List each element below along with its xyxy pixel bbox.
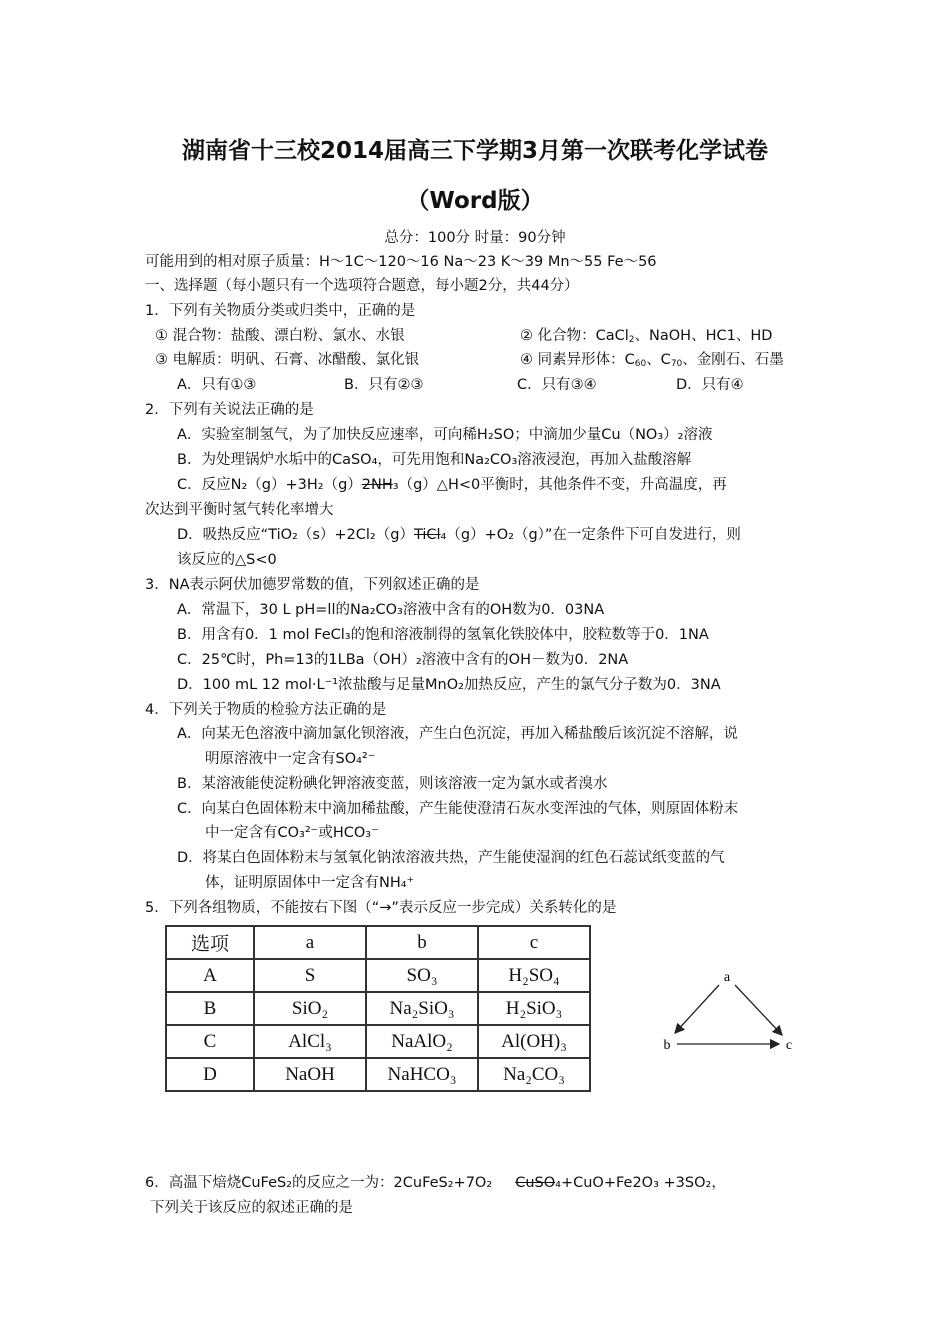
q3-option-a: A．常温下，30 L pH=ll的Na₂CO₃溶液中含有的OH数为0．03NA	[177, 602, 605, 618]
arrow-a-to-c	[735, 985, 782, 1035]
q3-option-c: C．25℃时，Ph=13的1LBa（OH）₂溶液中含有的OH－数为0．2NA	[177, 652, 629, 668]
table-cell: Al(OH)₃	[478, 1025, 590, 1058]
q1-option-c: C．只有③④	[517, 377, 597, 393]
q1-option-d: D．只有④	[676, 377, 744, 393]
table-header-cell: 选项	[166, 926, 254, 959]
q5-options-table	[165, 925, 591, 1092]
q4-option-a: A．向某无色溶液中滴加氯化钡溶液，产生白色沉淀，再加入稀盐酸后该沉淀不溶解，说	[177, 726, 738, 742]
table-header-cell: a	[254, 926, 366, 959]
q6-stem: 6．高温下焙烧CuFeS₂的反应之一为：2CuFeS₂+7O₂ CuSO₄+CuO+Fe2O₃ +3SO₂，	[145, 1175, 726, 1191]
q3-stem: 3．NA表示阿伏加德罗常数的值，下列叙述正确的是	[145, 577, 480, 593]
q1-stem: 1．下列有关物质分类或归类中，正确的是	[145, 303, 416, 319]
exam-meta: 总分：100分 时量：90分钟	[384, 230, 566, 246]
table-cell: SO₃	[366, 959, 478, 992]
q2-stem: 2．下列有关说法正确的是	[145, 402, 314, 418]
q2-option-c: C．反应N₂（g）+3H₂（g）2NH₃（g）△H<0平衡时，其他条件不变，升高温度，再	[177, 477, 727, 493]
q4-option-d-cont: 体，证明原固体中一定含有NH₄⁺	[205, 875, 415, 891]
table-cell: H₂SO₄	[478, 959, 590, 992]
table-header-cell: b	[366, 926, 478, 959]
table-row	[166, 1025, 590, 1058]
q1-item3: ③ 电解质：明矾、石膏、冰醋酸、氯化银	[155, 352, 420, 368]
q3-option-b: B．用含有0．1 mol FeCl₃的饱和溶液制得的氢氧化铁胶体中，胶粒数等于0．1NA	[177, 627, 709, 643]
table-cell: D	[166, 1058, 254, 1091]
q1-option-a: A．只有①③	[177, 377, 257, 393]
node-b: b	[663, 1038, 671, 1053]
q2-option-a: A．实验室制氢气，为了加快反应速率，可向稀H₂SO；中滴加少量Cu（NO₃）₂溶液	[177, 427, 713, 443]
table-cell: H₂SiO₃	[478, 992, 590, 1025]
table-row	[166, 959, 590, 992]
q2-option-d: D．吸热反应“TiO₂（s）+2Cl₂（g）TiCl₄（g）+O₂（g）”在一定条件下可自发进行，则	[177, 527, 741, 543]
q5-stem: 5．下列各组物质，不能按右下图（“→”表示反应一步完成）关系转化的是	[145, 900, 617, 916]
table-cell: A	[166, 959, 254, 992]
table-cell: NaAlO₂	[366, 1025, 478, 1058]
q1-item1: ① 混合物：盐酸、漂白粉、氯水、水银	[155, 328, 405, 344]
q4-option-b: B．某溶液能使淀粉碘化钾溶液变蓝，则该溶液一定为氯水或者溴水	[177, 776, 608, 792]
title-line1: 湖南省十三校2014届高三下学期3月第一次联考化学试卷	[181, 138, 769, 164]
table-cell: C	[166, 1025, 254, 1058]
q2-option-b: B．为处理锅炉水垢中的CaSO₄，可先用饱和Na₂CO₃溶液浸泡，再加入盐酸溶解	[177, 452, 692, 468]
q4-option-c-cont: 中一定含有CO₃²⁻或HCO₃⁻	[205, 825, 379, 841]
q1-option-b: B．只有②③	[344, 377, 424, 393]
node-c: c	[785, 1038, 793, 1053]
table-cell: Na₂CO₃	[478, 1058, 590, 1091]
q2-option-c-cont: 次达到平衡时氢气转化率增大	[145, 502, 334, 518]
table-cell: Na₂SiO₃	[366, 992, 478, 1025]
q6-stem-cont: 下列关于该反应的叙述正确的是	[150, 1200, 353, 1216]
table-cell: AlCl₃	[254, 1025, 366, 1058]
transformation-diagram	[655, 965, 805, 1060]
atomic-masses: 可能用到的相对原子质量：H～1C～120～16 Na～23 K～39 Mn～55 Fe～56	[145, 254, 657, 270]
q4-option-d: D．将某白色固体粉末与氢氧化钠浓溶液共热，产生能使湿润的红色石蕊试纸变蓝的气	[177, 850, 725, 866]
table-cell: NaOH	[254, 1058, 366, 1091]
table-row	[166, 1058, 590, 1091]
title-line2: （Word版）	[406, 188, 544, 214]
q2-option-d-cont: 该反应的△S<0	[177, 552, 277, 568]
node-a: a	[723, 970, 731, 985]
table-header-row	[166, 926, 590, 959]
section-heading: 一、选择题（每小题只有一个选项符合题意，每小题2分，共44分）	[145, 278, 579, 294]
q3-option-d: D．100 mL 12 mol·L⁻¹浓盐酸与足量MnO₂加热反应，产生的氯气分子数为0．3NA	[177, 677, 721, 693]
q4-stem: 4．下列关于物质的检验方法正确的是	[145, 702, 387, 718]
q1-item2: ② 化合物：CaCl$_2$、NaOH、HC1、HD	[520, 328, 773, 345]
q4-option-c: C．向某白色固体粉末中滴加稀盐酸，产生能使澄清石灰水变浑浊的气体，则原固体粉末	[177, 801, 739, 817]
table-cell: SiO₂	[254, 992, 366, 1025]
table-cell: B	[166, 992, 254, 1025]
arrow-a-to-b	[675, 985, 719, 1033]
table-cell: NaHCO₃	[366, 1058, 478, 1091]
table-cell: S	[254, 959, 366, 992]
q4-option-a-cont: 明原溶液中一定含有SO₄²⁻	[205, 751, 376, 767]
q1-item4: ④ 同素异形体：$C_{60}$、$C_{70}$、金刚石、石墨	[520, 352, 784, 369]
table-row	[166, 992, 590, 1025]
table-header-cell: c	[478, 926, 590, 959]
